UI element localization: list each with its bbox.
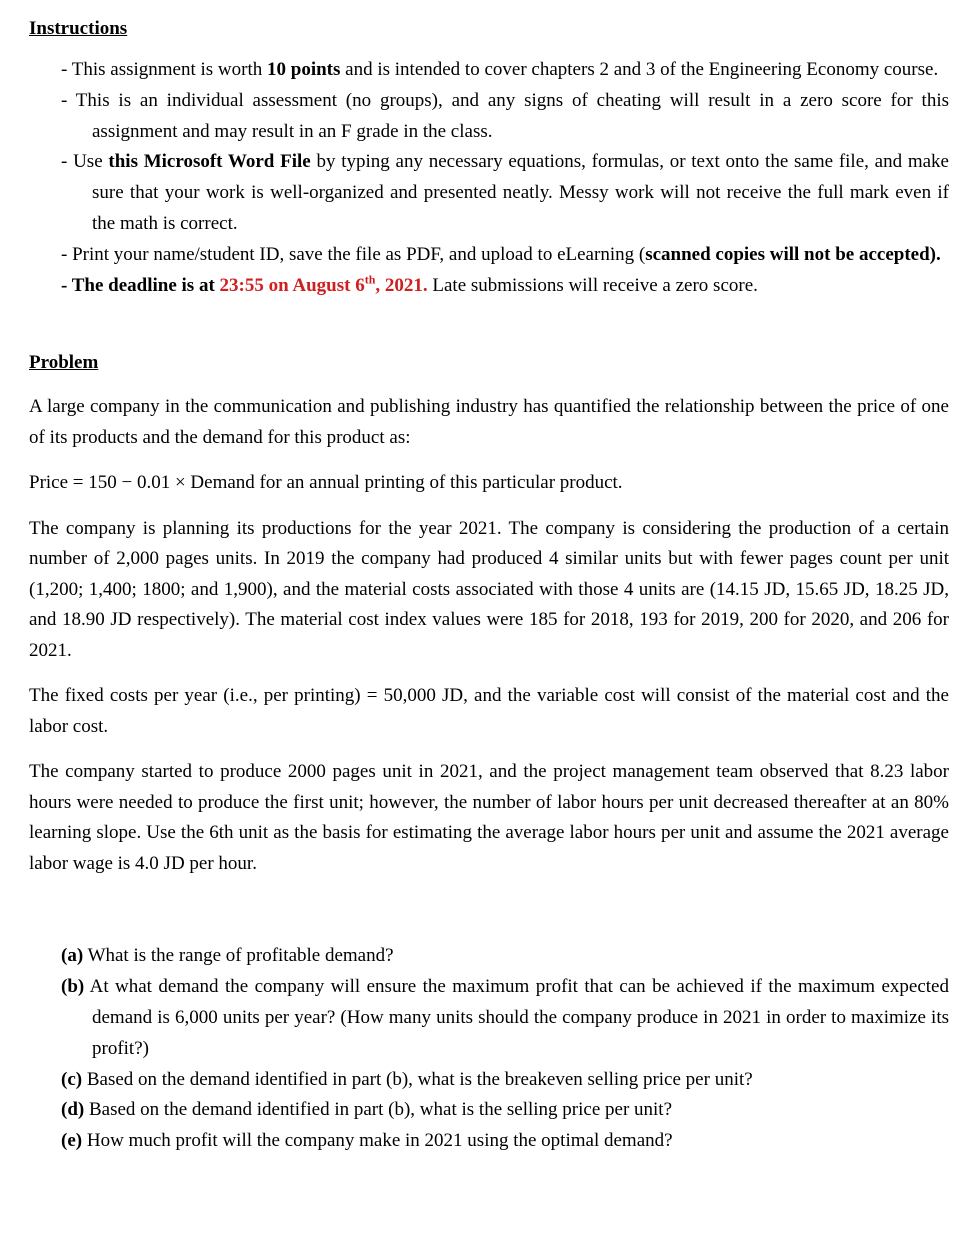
question-b: (b) At what demand the company will ensure the maximum profit that can be achieved if the maximum expected demand is 6,000 units per year? (How many units should the company produce in 2021 in order to maximize its profit?) [61,976,949,1059]
question-a: (a) What is the range of profitable demand? [61,945,394,967]
document-page [29,15,949,1157]
problem-paragraph-costs: The fixed costs per year (i.e., per printing) = 50,000 JD, and the variable cost will consist of the material cost and the labor cost. [29,685,949,737]
instruction-item-points: - This assignment is worth 10 points and is intended to cover chapters 2 and 3 of the Engineering Economy course. [61,59,939,80]
instruction-item-individual: - This is an individual assessment (no groups), and any signs of cheating will result in a zero score for this assignment and may result in an F grade in the class. [61,89,949,142]
instructions-list [29,55,949,301]
problem-paragraph-labor: The company started to produce 2000 pages unit in 2021, and the project management team observed that 8.23 labor hours were needed to produce the first unit; however, the number of labor hours per unit decreased thereafter at an 80% learning slope. Use the 6th unit as the basis for estimating the average labor hours per unit and assume the 2021 average labor wage is 4.0 JD per hour. [29,761,949,874]
points-emphasis: 10 points [267,59,341,80]
question-e: (e) How much profit will the company make in 2021 using the optimal demand? [61,1130,673,1152]
instructions-heading: Instructions [29,18,128,39]
problem-paragraph-intro: A large company in the communication and publishing industry has quantified the relationship between the price of one of its products and the demand for this product as: [29,396,949,448]
instruction-item-word-file: - Use this Microsoft Word File by typing any necessary equations, formulas, or text onto the same file, and make sure that your work is well-organized and presented neatly. Messy work will not receive the full mark even if the math is correct. [61,151,949,234]
scanned-copies-emphasis: scanned copies will not be accepted). [645,243,941,265]
question-c: (c) Based on the demand identified in part (b), what is the breakeven selling price per unit? [61,1068,753,1090]
problem-heading: Problem [29,352,99,374]
problem-paragraph-production: The company is planning its productions for the year 2021. The company is considering the production of a certain number of 2,000 pages units. In 2019 the company had produced 4 similar units but with fewer pages count per unit (1,200; 1,400; 1800; and 1,900), and the material costs associated with those 4 units are (14.15 JD, 15.65 JD, 18.25 JD, and 18.90 JD respectively). The material cost index values were 185 for 2018, 193 for 2019, 200 for 2020, and 206 for 2021. [29,517,949,661]
instruction-item-upload: - Print your name/student ID, save the file as PDF, and upload to eLearning (scanned copies will not be accepted). [61,243,941,265]
question-d: (d) Based on the demand identified in part (b), what is the selling price per unit? [61,1099,673,1121]
word-file-emphasis: this Microsoft Word File [108,151,311,173]
problem-paragraph-price-equation: Price = 150 − 0.01 × Demand for an annual printing of this particular product. [29,472,623,494]
instruction-item-deadline: - The deadline is at 23:55 on August 6th, 2021. Late submissions will receive a zero score. [61,272,758,296]
questions-list [29,941,949,1157]
deadline-date: 23:55 on August 6th, 2021. [219,272,428,296]
